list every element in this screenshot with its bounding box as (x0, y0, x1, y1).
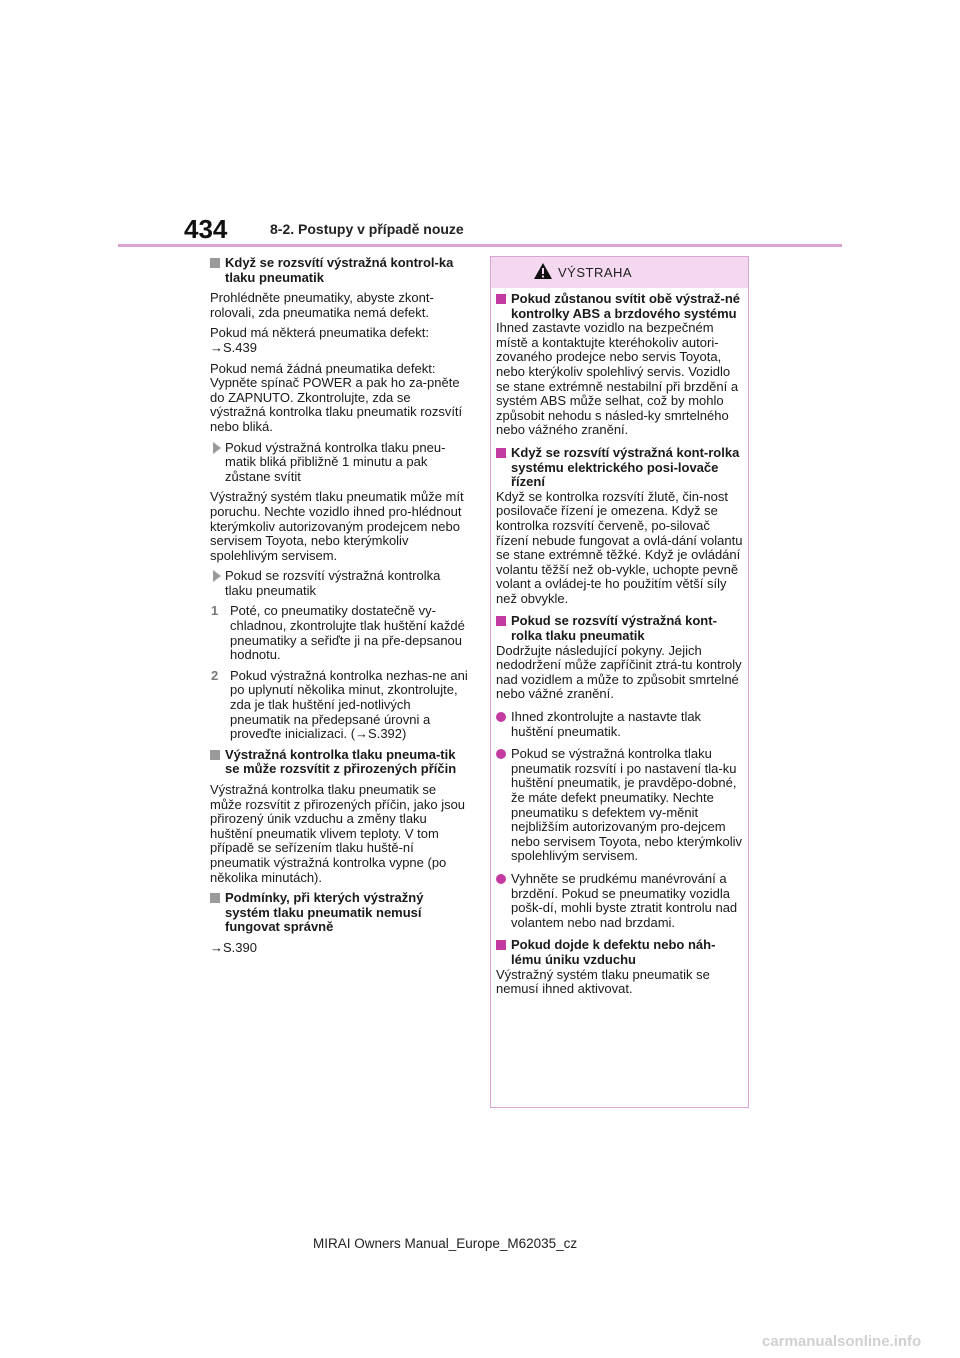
paragraph: Pokud má některá pneumatika defekt: →S.439 (210, 325, 429, 355)
watermark: carmanualsonline.info (762, 1333, 922, 1350)
subheading-lit: Pokud se rozsvítí výstražná kontrolka tlaku pneumatik (210, 569, 468, 598)
square-bullet-icon (496, 616, 506, 626)
warning-block-eps (496, 446, 744, 607)
warning-heading: Pokud zůstanou svítit obě výstraž-né kontrolky ABS a brzdového systému (496, 292, 744, 321)
step-1: 1 Poté, co pneumatiky dostatečně vy-chladnou, zkontrolujte tlak huštění každé pneumatiky a seřiďte ji na pře-depsanou hodnotu. (211, 603, 465, 663)
warning-heading: Pokud se rozsvítí výstražná kont-rolka tlaku pneumatik (496, 614, 744, 643)
square-bullet-icon (496, 448, 506, 458)
warning-triangle-icon (533, 262, 553, 280)
warning-text: Dodržujte následující pokyny. Jejich nedodržení může zapříčinit ztrá-tu kontroly nad vozidlem a může to způsobit smrtelné nebo vážné zranění. (496, 642, 742, 702)
square-bullet-icon (210, 750, 220, 760)
warning-body (491, 288, 748, 997)
warning-heading: Když se rozsvítí výstražná kont-rolka systému elektrického posi-lovače řízení (496, 446, 744, 490)
warning-box (490, 256, 749, 1108)
warning-title: VÝSTRAHA (558, 265, 633, 280)
warning-text: Když se kontrolka rozsvítí žlutě, čin-nost posilovače řízení je omezena. Když se kontrolka rozsvítí červeně, po-silovač řízení nebude fungovat a ovlá-dání volantu se stane extrémně těžké. Když je ovládání volantu těžší než ob-vykle, uchopte pevně volant a ovládej-te ho použitím větší síly než obvykle. (496, 488, 743, 606)
warning-header (491, 257, 748, 288)
square-bullet-icon (496, 940, 506, 950)
triangle-bullet-icon (213, 442, 221, 454)
page-number: 434 (184, 214, 228, 244)
paragraph: Výstražný systém tlaku pneumatik může mít poruchu. Nechte vozidlo ihned pro-hlédnout kterýmkoliv autorizovaným prodejcem nebo servisem Toyota, nebo kterýmkoliv spolehlivým servisem. (210, 489, 464, 563)
footer-manual-id: MIRAI Owners Manual_Europe_M62035_cz (313, 1236, 578, 1251)
paragraph: Pokud nemá žádná pneumatika defekt: Vypněte spínač POWER a pak ho za-pněte do ZAPNUTO. Zkontrolujte, zda se výstražná kontrolka tlaku pneumatik rozsvítí nebo bliká. (210, 360, 463, 434)
square-bullet-icon (210, 258, 220, 268)
dot-bullet-icon (496, 712, 506, 722)
dot-bullet-icon (496, 749, 506, 759)
warning-block-abs (496, 292, 744, 438)
page-reference: →S.390 (210, 939, 257, 955)
step-number: 2 (211, 667, 219, 683)
warning-text: Ihned zastavte vozidlo na bezpečném místě a kontaktujte kteréhokoliv autori-zovaného prodejce nebo servis Toyota, nebo kterýkoliv spolehlivý servis. Vozidlo se stane extrémně nestabilní při brzdění a systém ABS může selhat, což by mohlo způsobit nehodu s násled-ky smrtelného nebo vážného zranění. (496, 320, 739, 438)
subheading-blinking: Pokud výstražná kontrolka tlaku pneu-matik bliká přibližně 1 minutu a pak zůstane svítit (210, 441, 468, 485)
warning-dot-item: Ihned zkontrolujte a nastavte tlak huštění pneumatik. (496, 710, 744, 739)
heading-natural-causes: Výstražná kontrolka tlaku pneuma-tik se může rozsvítit z přirozených příčin (210, 748, 468, 777)
warning-block-puncture (496, 938, 744, 996)
paragraph: Výstražná kontrolka tlaku pneumatik se může rozsvítit z přirozených příčin, jako jsou přirozený únik vzduchu a změny tlaku huštění pneumatik vlivem teploty. V tom případě se seřízením tlaku huště-ní pneumatik výstražná kontrolka vypne (po několika minutách). (210, 782, 466, 885)
warning-heading: Pokud dojde k defektu nebo náh-lému úniku vzduchu (496, 938, 744, 967)
paragraph: Prohlédněte pneumatiky, abyste zkont-rolovali, zda pneumatika nemá defekt. (210, 290, 434, 320)
warning-text: Výstražný systém tlaku pneumatik se nemusí ihned aktivovat. (496, 966, 710, 997)
square-bullet-icon (210, 893, 220, 903)
step-number: 1 (211, 603, 219, 619)
warning-block-tpws (496, 614, 744, 702)
triangle-bullet-icon (213, 570, 221, 582)
header-divider (118, 244, 842, 247)
step-2: 2 Pokud výstražná kontrolka nezhas-ne ani po uplynutí několika minut, zkontrolujte, zda je tlak huštění jed-notlivých pneumatik na předepsané úrovni a proveďte inicializaci. (→S.392) (211, 667, 468, 742)
section-title: 8-2. Postupy v případě nouze (270, 221, 464, 237)
left-column (210, 256, 468, 962)
warning-dot-item: Vyhněte se prudkému manévrování a brzdění. Pokud se pneumatiky vozidla pošk-dí, mohli byste ztratit kontrolu nad volantem nebo nad brzdami. (496, 872, 744, 930)
heading-conditions: Podmínky, při kterých výstražný systém tlaku pneumatik nemusí fungovat správně (210, 891, 468, 935)
dot-bullet-icon (496, 874, 506, 884)
square-bullet-icon (496, 294, 506, 304)
warning-dot-item: Pokud se výstražná kontrolka tlaku pneumatik rozsvítí i po nastavení tla-ku huštění pneumatik, je pravděpo-dobné, že máte defekt pneumatiky. Nechte pneumatiku s defektem vy-měnit nejbližším autorizovaným pro-dejcem nebo servisem Toyota, nebo kterýmkoliv spolehlivým servisem. (496, 747, 744, 864)
heading-tire-pressure-light: Když se rozsvítí výstražná kontrol-ka tlaku pneumatik (210, 256, 468, 285)
